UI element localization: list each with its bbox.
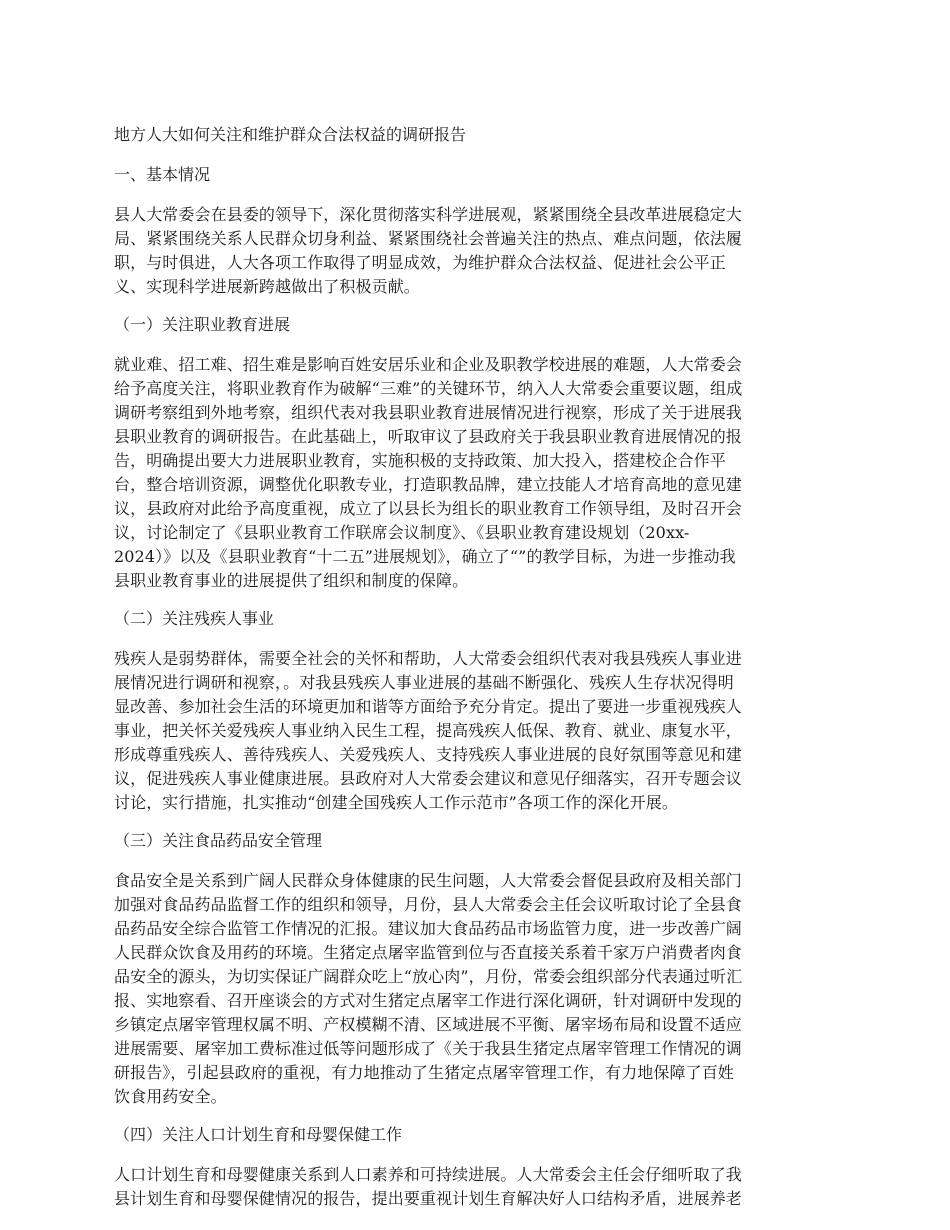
text-line: 形成尊重残疾人、善待残疾人、关爱残疾人、支持残疾人事业进展的良好氛围等意见和建 [114, 745, 742, 764]
text-line: 台，整合培训资源，调整优化职教专业，打造职教品牌，建立技能人才培育高地的意见建 [114, 475, 742, 494]
document-page [114, 123, 836, 1225]
text-line: 义、实现科学进展新跨越做出了积极贡献。 [114, 277, 420, 296]
subsection-heading-vocational: （一）关注职业教育进展 [114, 315, 291, 334]
disability-paragraph [114, 647, 836, 815]
text-line: 就业难、招工难、招生难是影响百姓安居乐业和企业及职教学校进展的难题，人大常委会 [114, 355, 742, 374]
subsection-heading-food-safety: （三）关注食品药品安全管理 [114, 831, 323, 850]
text-line: 议，讨论制定了《县职业教育工作联席会议制度》、《县职业教育建设规划（20xx- [114, 523, 690, 542]
text-line: 局、紧紧围绕关系人民群众切身利益、紧紧围绕社会普遍关注的热点、难点问题，依法履 [114, 229, 742, 248]
food-safety-paragraph [114, 869, 836, 1109]
text-line: 事业，把关怀关爱残疾人事业纳入民生工程，提高残疾人低保、教育、就业、康复水平， [114, 721, 742, 740]
text-line: 县人大常委会在县委的领导下，深化贯彻落实科学进展观，紧紧围绕全县改革进展稳定大 [114, 205, 742, 224]
document-title: 地方人大如何关注和维护群众合法权益的调研报告 [114, 125, 467, 144]
text-line: 乡镇定点屠宰管理权属不明、产权模糊不清、区域进展不平衡、屠宰场布局和设置不适应 [114, 1015, 742, 1034]
text-line: 调研考察组到外地考察，组织代表对我县职业教育进展情况进行视察，形成了关于进展我 [114, 403, 742, 422]
text-line: 县职业教育事业的进展提供了组织和制度的保障。 [114, 571, 469, 590]
text-line: 议，促进残疾人事业健康进展。县政府对人大常委会建议和意见仔细落实，召开专题会议 [114, 769, 742, 788]
text-line: 加强对食品药品监督工作的组织和领导，月份，县人大常委会主任会议听取讨论了全县食 [114, 895, 742, 914]
text-line: 显改善、参加社会生活的环境更加和谐等方面给予充分肯定。提出了要进一步重视残疾人 [114, 697, 742, 716]
text-line: 品药品安全综合监管工作情况的汇报。建议加大食品药品市场监管力度，进一步改善广阔 [114, 919, 742, 938]
text-line: 职，与时俱进，人大各项工作取得了明显成效，为维护群众合法权益、促进社会公平正 [114, 253, 726, 272]
text-line: 展情况进行调研和视察，。对我县残疾人事业进展的基础不断强化、残疾人生存状况得明 [114, 673, 734, 692]
text-line: 报、实地察看、召开座谈会的方式对生猪定点屠宰工作进行深化调研，针对调研中发现的 [114, 991, 742, 1010]
subsection-heading-disability: （二）关注残疾人事业 [114, 609, 275, 628]
text-line: 人民群众饮食及用药的环境。生猪定点屠宰监管到位与否直接关系着千家万户消费者肉食 [114, 943, 742, 962]
text-line: 残疾人是弱势群体，需要全社会的关怀和帮助，人大常委会组织代表对我县残疾人事业进 [114, 649, 742, 668]
text-line: 县计划生育和母婴保健情况的报告，提出要重视计划生育解决好人口结构矛盾，进展养老 [114, 1189, 742, 1208]
text-line: 人口计划生育和母婴健康关系到人口素养和可持续进展。人大常委会主任会仔细听取了我 [114, 1165, 742, 1184]
vocational-paragraph [114, 353, 836, 593]
text-line: 告，明确提出要大力进展职业教育，实施积极的支持政策、加大投入，搭建校企合作平 [114, 451, 726, 470]
family-planning-paragraph [114, 1163, 836, 1211]
text-line: 给予高度关注，将职业教育作为破解“三难”的关键环节，纳入人大常委会重要议题，组成 [114, 379, 743, 398]
text-line: 饮食用药安全。 [114, 1087, 227, 1106]
subsection-heading-family-planning: （四）关注人口计划生育和母婴保健工作 [114, 1125, 403, 1144]
text-line: 县职业教育的调研报告。在此基础上，听取审议了县政府关于我县职业教育进展情况的报 [114, 427, 742, 446]
text-line: 进展需要、屠宰加工费标准过低等问题形成了《关于我县生猪定点屠宰管理工作情况的调 [114, 1039, 742, 1058]
text-line: 2024）》以及《县职业教育“十二五”进展规划》，确立了“”的教学目标，为进一步推动我 [114, 547, 736, 566]
text-line: 讨论，实行措施，扎实推动“创建全国残疾人工作示范市”各项工作的深化开展。 [114, 793, 678, 812]
text-line: 研报告》，引起县政府的重视，有力地推动了生猪定点屠宰管理工作，有力地保障了百姓 [114, 1063, 734, 1082]
section-heading-basic: 一、基本情况 [114, 165, 211, 184]
text-line: 议，县政府对此给予高度重视，成立了以县长为组长的职业教育工作领导组，及时召开会 [114, 499, 742, 518]
text-line: 食品安全是关系到广阔人民群众身体健康的民生问题，人大常委会督促县政府及相关部门 [114, 871, 742, 890]
text-line: 品安全的源头，为切实保证广阔群众吃上“放心肉”，月份，常委会组织部分代表通过听汇 [114, 967, 743, 986]
intro-paragraph [114, 203, 836, 299]
